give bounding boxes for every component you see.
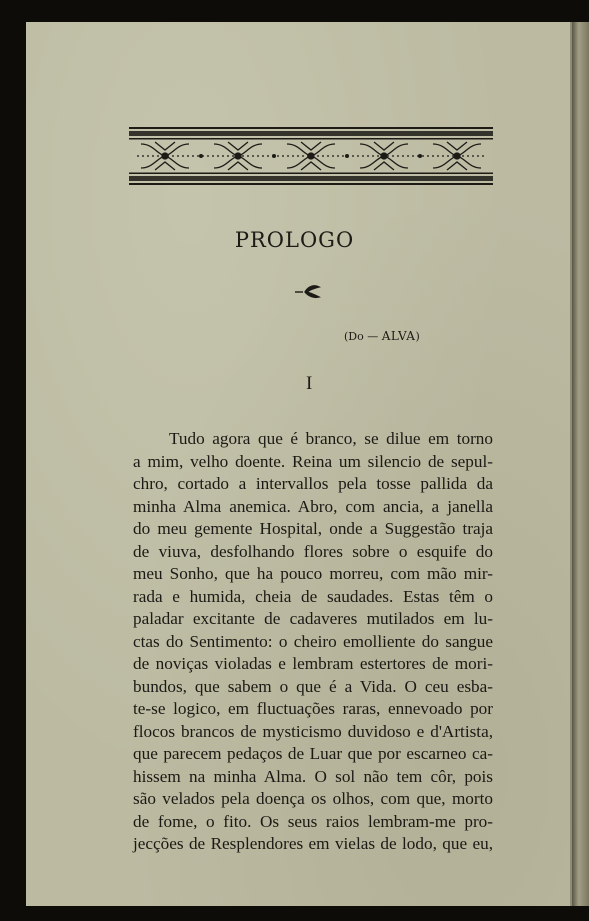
text-line: que parecem pedaços de Luar que por escarneo ca-: [133, 744, 493, 763]
text-line: paladar excitante de cadaveres mutilados em lu-: [133, 609, 493, 628]
text-line: ctas do Sentimento: o cheiro emolliente do sangue: [133, 631, 493, 651]
source-prefix: (Do —: [344, 330, 382, 343]
source-attribution: [344, 329, 420, 343]
text-line: minha Alma anemica. Abro, com ancia, a janella: [133, 496, 493, 516]
source-name: ALVA: [381, 329, 416, 343]
text-line: Tudo agora que é branco, se dilue em torno: [169, 429, 493, 448]
text-line: bundos, que sabem o que é a Vida. O ceu esba-: [133, 676, 493, 696]
decorative-border-icon: [129, 127, 493, 185]
text-line: de viuva, desfolhando flores sobre o esquife do: [133, 541, 493, 561]
text-line: meu Sonho, que ha pouco morreu, com mão mir-: [133, 564, 493, 583]
body-paragraph: [133, 428, 493, 856]
page-title: PROLOGO: [234, 228, 355, 252]
page-edge: [572, 22, 589, 906]
text-line: jecções de Resplendores em vielas de lodo, que eu,: [133, 834, 493, 853]
text-line: te-se logico, em fluctuações raras, ennevoado por: [133, 699, 493, 718]
text-line: do meu gemente Hospital, onde a Suggestão traja: [133, 519, 493, 538]
text-line: de fome, o fito. Os seus raios lembram-me pro-: [133, 811, 493, 831]
text-line: rada e humida, cheia de saudades. Estas têm o: [133, 586, 493, 606]
source-suffix: ): [415, 330, 420, 343]
section-number: I: [306, 373, 313, 394]
text-line: flocos brancos de mysticismo duvidoso e d'Artista,: [133, 721, 493, 741]
text-line: são velados pela doença os olhos, com que, morto: [133, 789, 493, 808]
text-line: de noviças violadas e lembram estertores de mori-: [133, 654, 493, 673]
text-line: chro, cortado a intervallos pela tosse pallida da: [133, 474, 493, 493]
text-line: hissem na minha Alma. O sol não tem côr, pois: [133, 766, 493, 786]
flourish-icon: [293, 281, 323, 299]
text-line: a mim, velho doente. Reina um silencio de sepul-: [133, 451, 493, 471]
